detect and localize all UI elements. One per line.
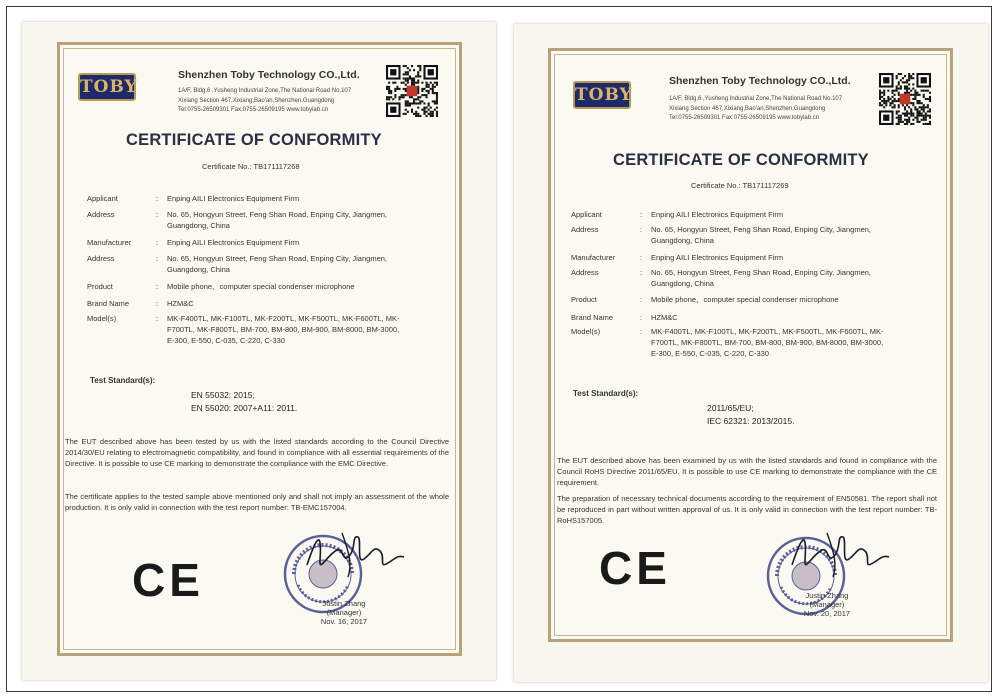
company-address: 1A/F, Bldg.6 ,Yusheng Industrial Zone,The National Road No.107 Xixiang Section 467,Xixiang,Bao'an,Shenzhen,Guangdong Tel:0755-26509301 Fax:0755-26509195 www.tobylab.cn: [669, 96, 843, 121]
standard-line: 2011/65/EU;: [707, 403, 754, 413]
standard-line: EN 55032: 2015;: [191, 390, 255, 400]
signature-icon: [777, 525, 897, 585]
validity-paragraph: The preparation of necessary technical documents according to the requirement of EN50581. The report shall not be reproduced in part without written approval of us. It is only valid in connection with the test report number: TB-RoHS157005.: [557, 494, 937, 525]
toby-logo: TOBY: [78, 73, 136, 101]
validity-paragraph: The certificate applies to the tested sample above mentioned only and shall not imply an assessment of the whole production. It is only valid in connection with the test report number: TB-EMC157004.: [65, 492, 449, 512]
certificate-rohs: [514, 24, 988, 682]
test-standard-label: Test Standard(s):: [573, 389, 639, 398]
certificate-number: Certificate No.: TB171117268: [202, 162, 300, 171]
company-address: 1A/F, Bldg.6 ,Yusheng Industrial Zone,The National Road No.107 Xixiang Section 467,Xixiang,Bao'an,Shenzhen,Guangdong Tel:0755-26509301 Fax:0755-26509195 www.tobylab.cn: [178, 88, 352, 113]
standard-line: EN 55020: 2007+A11: 2011.: [191, 403, 298, 413]
certificate-border: TOBY Shenzhen Toby Technology CO.,Ltd. 1A/F, Bldg.6 ,Yusheng Industrial Zone,The National Road No.107 Xixiang Section 467,Xixiang,Bao'an,Shenzhen,Guangdong Tel:0755-26509301 Fax:0755-26509195 www.tobylab.cn CERTIFICATE OF CONFORMITY Certificate No.: TB171117268 Applicant : Enping AILI Electronics Equipment Firm Address : No. 65, Hongyun Street, Feng Shan Road, Enping City, Jiangmen, Guangdong, China Manufacturer : Enping AILI Electronics Equipment Firm Address : No. 65, Hongyun Street, Feng Shan Road, Enping City, Jiangmen, Guangdong, China Product : Mobile phone、computer special condenser microphone Brand Name : HZM&C Model(s) : MK-F400TL, MK-F100TL, MK-F200TL, MK-F500TL, MK-F600TL, MK-F700TL, MK-F800TL, BM-700, BM-800, BM-900, BM-8000, BM-3000, E-300, E-550, C-035, C-220, C-330 Test Standard(s): EN 55032: 2015; EN 55020: 2007+A11: 2011. The EUT described above has been tested by us with the listed standards according to the Council Directive 2014/30/EU relating to electromagnetic compatibility, and found in compliance with all essential requirements of the Directive. It is possible to use CE marking to demonstrate the compliance with the EMC Directive. The certificate applies to the tested sample above mentioned only and shall not imply an assessment of the whole production. It is only valid in connection with the test report number: TB-EMC157004. CE Justin Zhang (Manager) Nov. 16, 2017: [57, 42, 462, 656]
certificate-number: Certificate No.: TB171117269: [691, 181, 789, 190]
certificate-emc: [22, 22, 496, 680]
standard-line: IEC 62321: 2013/2015.: [707, 416, 795, 426]
test-standard-label: Test Standard(s):: [90, 376, 156, 385]
company-name: Shenzhen Toby Technology CO.,Ltd.: [669, 75, 851, 87]
certificate-title: CERTIFICATE OF CONFORMITY: [126, 131, 382, 149]
certificate-border: TOBY Shenzhen Toby Technology CO.,Ltd. 1A/F, Bldg.6 ,Yusheng Industrial Zone,The National Road No.107 Xixiang Section 467,Xixiang,Bao'an,Shenzhen,Guangdong Tel:0755-26509301 Fax:0755-26509195 www.tobylab.cn CERTIFICATE OF CONFORMITY Certificate No.: TB171117269 Applicant : Enping AILI Electronics Equipment Firm Address : No. 65, Hongyun Street, Feng Shan Road, Enping City, Jiangmen, Guangdong, China Manufacturer : Enping AILI Electronics Equipment Firm Address : No. 65, Hongyun Street, Feng Shan Road, Enping City, Jiangmen, Guangdong, China Product : Mobile phone、computer special condenser microphone Brand Name : HZM&C Model(s) : MK-F400TL, MK-F100TL, MK-F200TL, MK-F500TL, MK-F600TL, MK-F700TL, MK-F800TL, BM-700, BM-800, BM-900, BM-8000, BM-3000, E-300, E-550, C-035, C-220, C-330 Test Standard(s): 2011/65/EU; IEC 62321: 2013/2015. The EUT described above has been examined by us with the listed standards and found in compliance with the Council RoHS Directive 2011/65/EU. It is possible to use CE marking to demonstrate the compliance with the CE requirement. The preparation of necessary technical documents according to the requirement of EN50581. The report shall not be reproduced in part without written approval of us. It is only valid in connection with the test report number: TB-RoHS157005. CE Justin Zhang (Manager) Nov. 20, 2017: [548, 48, 953, 642]
certificate-title: CERTIFICATE OF CONFORMITY: [613, 151, 869, 169]
ce-mark: CE: [599, 542, 671, 594]
toby-logo: TOBY: [573, 81, 631, 109]
signature-icon: [292, 525, 412, 585]
compliance-paragraph: The EUT described above has been examined by us with the listed standards and found in compliance with the Council RoHS Directive 2011/65/EU. It is possible to use CE marking to demonstrate the compliance with the CE requirement.: [557, 456, 937, 487]
company-name: Shenzhen Toby Technology CO.,Ltd.: [178, 69, 360, 81]
compliance-paragraph: The EUT described above has been tested by us with the listed standards according to the Council Directive 2014/30/EU relating to electromagnetic compatibility, and found in compliance with all essential requirements of the Directive. It is possible to use CE marking to demonstrate the compliance with the EMC Directive.: [65, 437, 449, 468]
signer-block: Justin Zhang (Manager) Nov. 16, 2017: [320, 599, 368, 626]
signer-block: Justin Zhang (Manager) Nov. 20, 2017: [803, 591, 851, 618]
ce-mark: CE: [132, 554, 204, 606]
qr-code-icon: [386, 65, 438, 117]
qr-code-icon: [879, 73, 931, 125]
